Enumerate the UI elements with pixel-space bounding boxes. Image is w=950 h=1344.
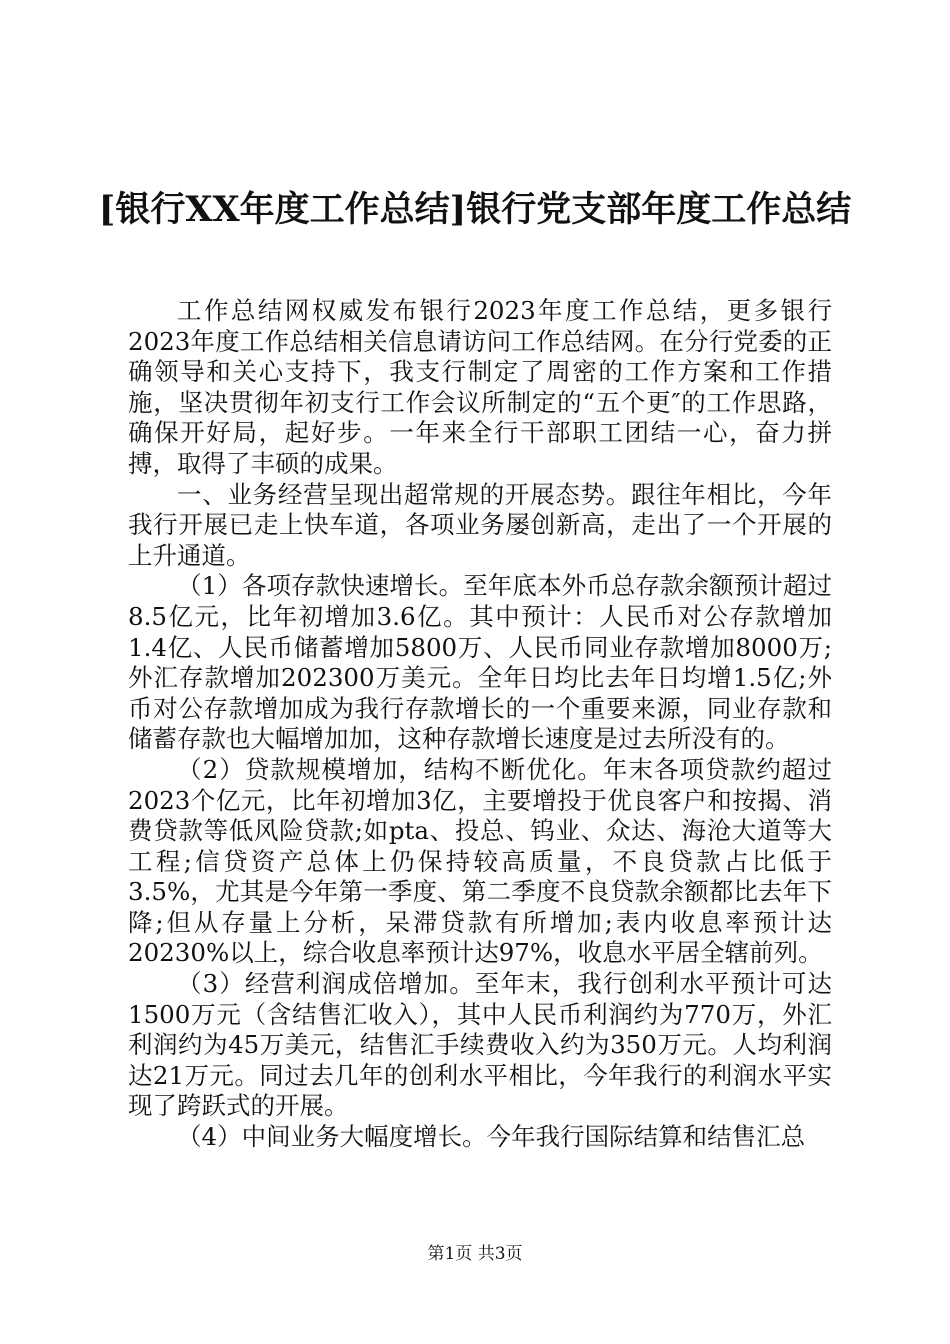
paragraph-deposits: （1）各项存款快速增长。至年底本外币总存款余额预计超过8.5亿元，比年初增加3.6亿。其中预计：人民币对公存款增加1.4亿、人民币储蓄增加5800万、人民币同业存款增加8000万;外汇存款增加202300万美元。全年日均比去年日均增1.5亿;外币对公存款增加成为我行存款增长的一个重要来源，同业存款和储蓄存款也大幅增加加，这种存款增长速度是过去所没有的。 xyxy=(128,571,832,754)
paragraph-section-1: 一、业务经营呈现出超常规的开展态势。跟往年相比，今年我行开展已走上快车道，各项业务屡创新高，走出了一个开展的上升通道。 xyxy=(128,479,832,570)
paragraph-loans: （2）贷款规模增加，结构不断优化。年末各项贷款约超过2023个亿元，比年初增加3亿，主要增投于优良客户和按揭、消费贷款等低风险贷款;如pta、投总、钨业、众达、海沧大道等大工程;信贷资产总体上仍保持较高质量，不良贷款占比低于3.5%，尤其是今年第一季度、第二季度不良贷款余额都比去年下降;但从存量上分析，呆滞贷款有所增加;表内收息率预计达20230%以上，综合收息率预计达97%，收息水平居全辖前列。 xyxy=(128,754,832,968)
paragraph-intermediary: （4）中间业务大幅度增长。今年我行国际结算和结售汇总 xyxy=(177,1122,806,1152)
paragraph-intro: 工作总结网权威发布银行2023年度工作总结，更多银行2023年度工作总结相关信息请访问工作总结网。在分行党委的正确领导和关心支持下，我支行制定了周密的工作方案和工作措施，坚决贯彻年初支行工作会议所制定的“五个更″的工作思路，确保开好局，起好步。一年来全行干部职工团结一心，奋力拼搏，取得了丰硕的成果。 xyxy=(128,296,832,478)
document-body xyxy=(128,296,832,1153)
document-title: [银行XX年度工作总结]银行党支部年度工作总结 xyxy=(98,189,852,230)
paragraph-profit: （3）经营利润成倍增加。至年末，我行创利水平预计可达1500万元（含结售汇收入），其中人民币利润约为770万，外汇利润约为45万美元，结售汇手续费收入约为350万元。人均利润达21万元。同过去几年的创利水平相比，今年我行的利润水平实现了跨跃式的开展。 xyxy=(128,969,832,1121)
page-number: 第1页 共3页 xyxy=(427,1244,523,1264)
